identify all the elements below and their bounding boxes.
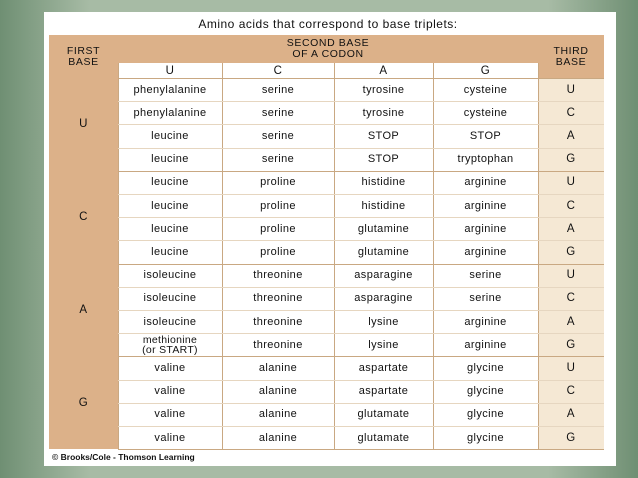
amino-acid-cell: aspartate (334, 380, 433, 403)
amino-acid-cell: glycine (433, 426, 538, 449)
amino-acid-cell: STOP (433, 124, 538, 147)
third-base-letter: G (538, 333, 604, 356)
row-divider (118, 264, 604, 265)
row-divider (118, 356, 604, 357)
column-divider (538, 63, 539, 449)
amino-acid-cell: alanine (222, 380, 334, 403)
amino-acid-cell: arginine (433, 310, 538, 333)
row-divider (118, 310, 604, 311)
first-base-header (49, 35, 118, 78)
row-divider (118, 124, 604, 125)
amino-acid-cell: tyrosine (334, 78, 433, 101)
amino-acid-cell: leucine (118, 217, 222, 240)
amino-acid-cell: isoleucine (118, 310, 222, 333)
amino-acid-cell: serine (433, 287, 538, 310)
third-base-header (538, 35, 604, 78)
third-base-letter: C (538, 101, 604, 124)
amino-acid-cell: phenylalanine (118, 101, 222, 124)
third-base-header-line1: THIRD (553, 44, 589, 57)
amino-acid-line: (or START) (142, 343, 198, 356)
amino-acid-cell: glycine (433, 380, 538, 403)
amino-acid-cell: proline (222, 171, 334, 194)
third-base-letter: G (538, 240, 604, 263)
column-divider (334, 63, 335, 449)
second-base-letter: C (222, 63, 334, 78)
second-base-letter: A (334, 63, 433, 78)
amino-acid-cell: lysine (334, 333, 433, 356)
third-base-letter: G (538, 148, 604, 171)
amino-acid-cell: serine (222, 78, 334, 101)
amino-acid-cell: proline (222, 217, 334, 240)
third-base-letter: U (538, 171, 604, 194)
amino-acid-cell: tryptophan (433, 148, 538, 171)
row-divider (118, 380, 604, 381)
amino-acid-cell: phenylalanine (118, 78, 222, 101)
amino-acid-cell: isoleucine (118, 264, 222, 287)
second-base-letter: U (118, 63, 222, 78)
amino-acid-cell: leucine (118, 148, 222, 171)
column-divider (118, 63, 119, 449)
column-divider (433, 63, 434, 449)
amino-acid-cell: leucine (118, 124, 222, 147)
row-divider (118, 171, 604, 172)
first-base-letter: C (49, 171, 118, 264)
first-base-header-line1: FIRST (66, 44, 101, 57)
first-base-letter: U (49, 78, 118, 171)
amino-acid-cell: serine (433, 264, 538, 287)
third-base-letter: A (538, 403, 604, 426)
amino-acid-cell: valine (118, 356, 222, 379)
third-base-letter: C (538, 194, 604, 217)
amino-acid-cell: proline (222, 240, 334, 263)
row-divider (118, 78, 604, 79)
row-divider (118, 194, 604, 195)
amino-acid-cell: valine (118, 403, 222, 426)
amino-acid-cell: asparagine (334, 264, 433, 287)
first-base-letter: A (49, 264, 118, 357)
third-base-letter: C (538, 287, 604, 310)
third-base-letter: C (538, 380, 604, 403)
row-divider (118, 449, 604, 450)
copyright-notice: © Brooks/Cole - Thomson Learning (52, 452, 195, 462)
row-divider (118, 240, 604, 241)
third-base-letter: U (538, 78, 604, 101)
amino-acid-cell: isoleucine (118, 287, 222, 310)
amino-acid-cell: threonine (222, 264, 334, 287)
amino-acid-cell: cysteine (433, 101, 538, 124)
amino-acid-cell: glutamine (334, 217, 433, 240)
row-divider (118, 333, 604, 334)
row-divider (118, 217, 604, 218)
row-divider (118, 287, 604, 288)
amino-acid-cell: serine (222, 124, 334, 147)
amino-acid-cell: arginine (433, 217, 538, 240)
amino-acid-cell: cysteine (433, 78, 538, 101)
codon-table-sheet (44, 12, 616, 466)
amino-acid-line: methionine (142, 333, 198, 346)
amino-acid-cell: valine (118, 380, 222, 403)
second-base-header-line2: OF A CODON (292, 48, 364, 60)
amino-acid-cell: asparagine (334, 287, 433, 310)
third-base-letter: A (538, 124, 604, 147)
first-base-letter: G (49, 356, 118, 449)
third-base-letter: A (538, 310, 604, 333)
amino-acid-cell: threonine (222, 310, 334, 333)
amino-acid-cell: lysine (334, 310, 433, 333)
amino-acid-cell: arginine (433, 240, 538, 263)
row-divider (118, 148, 604, 149)
amino-acid-cell: proline (222, 194, 334, 217)
amino-acid-cell: serine (222, 148, 334, 171)
amino-acid-cell: glutamate (334, 426, 433, 449)
row-divider (118, 101, 604, 102)
amino-acid-cell: glutamate (334, 403, 433, 426)
amino-acid-cell: STOP (334, 148, 433, 171)
amino-acid-cell: threonine (222, 287, 334, 310)
third-base-letter: U (538, 264, 604, 287)
amino-acid-cell: histidine (334, 171, 433, 194)
amino-acid-cell: leucine (118, 194, 222, 217)
amino-acid-cell: tyrosine (334, 101, 433, 124)
third-base-letter: A (538, 217, 604, 240)
amino-acid-cell: aspartate (334, 356, 433, 379)
amino-acid-cell: valine (118, 426, 222, 449)
row-divider (118, 426, 604, 427)
amino-acid-cell: arginine (433, 194, 538, 217)
amino-acid-cell: alanine (222, 403, 334, 426)
third-base-letter: G (538, 426, 604, 449)
amino-acid-cell: serine (222, 101, 334, 124)
column-divider (222, 63, 223, 449)
amino-acid-cell: leucine (118, 240, 222, 263)
amino-acid-cell: glycine (433, 403, 538, 426)
second-base-letter: G (433, 63, 538, 78)
amino-acid-cell (118, 333, 222, 356)
amino-acid-cell: leucine (118, 171, 222, 194)
amino-acid-cell: glycine (433, 356, 538, 379)
third-base-letter: U (538, 356, 604, 379)
amino-acid-cell: STOP (334, 124, 433, 147)
table-title: Amino acids that correspond to base triplets: (118, 12, 538, 35)
amino-acid-cell: alanine (222, 356, 334, 379)
amino-acid-cell: alanine (222, 426, 334, 449)
first-base-header-line2: BASE (68, 55, 99, 68)
third-base-header-line2: BASE (555, 55, 587, 68)
second-base-header-line1: SECOND BASE (286, 37, 370, 49)
amino-acid-cell: arginine (433, 171, 538, 194)
second-base-header (118, 35, 538, 63)
row-divider (118, 403, 604, 404)
amino-acid-cell: threonine (222, 333, 334, 356)
amino-acid-cell: arginine (433, 333, 538, 356)
amino-acid-cell: glutamine (334, 240, 433, 263)
amino-acid-cell: histidine (334, 194, 433, 217)
